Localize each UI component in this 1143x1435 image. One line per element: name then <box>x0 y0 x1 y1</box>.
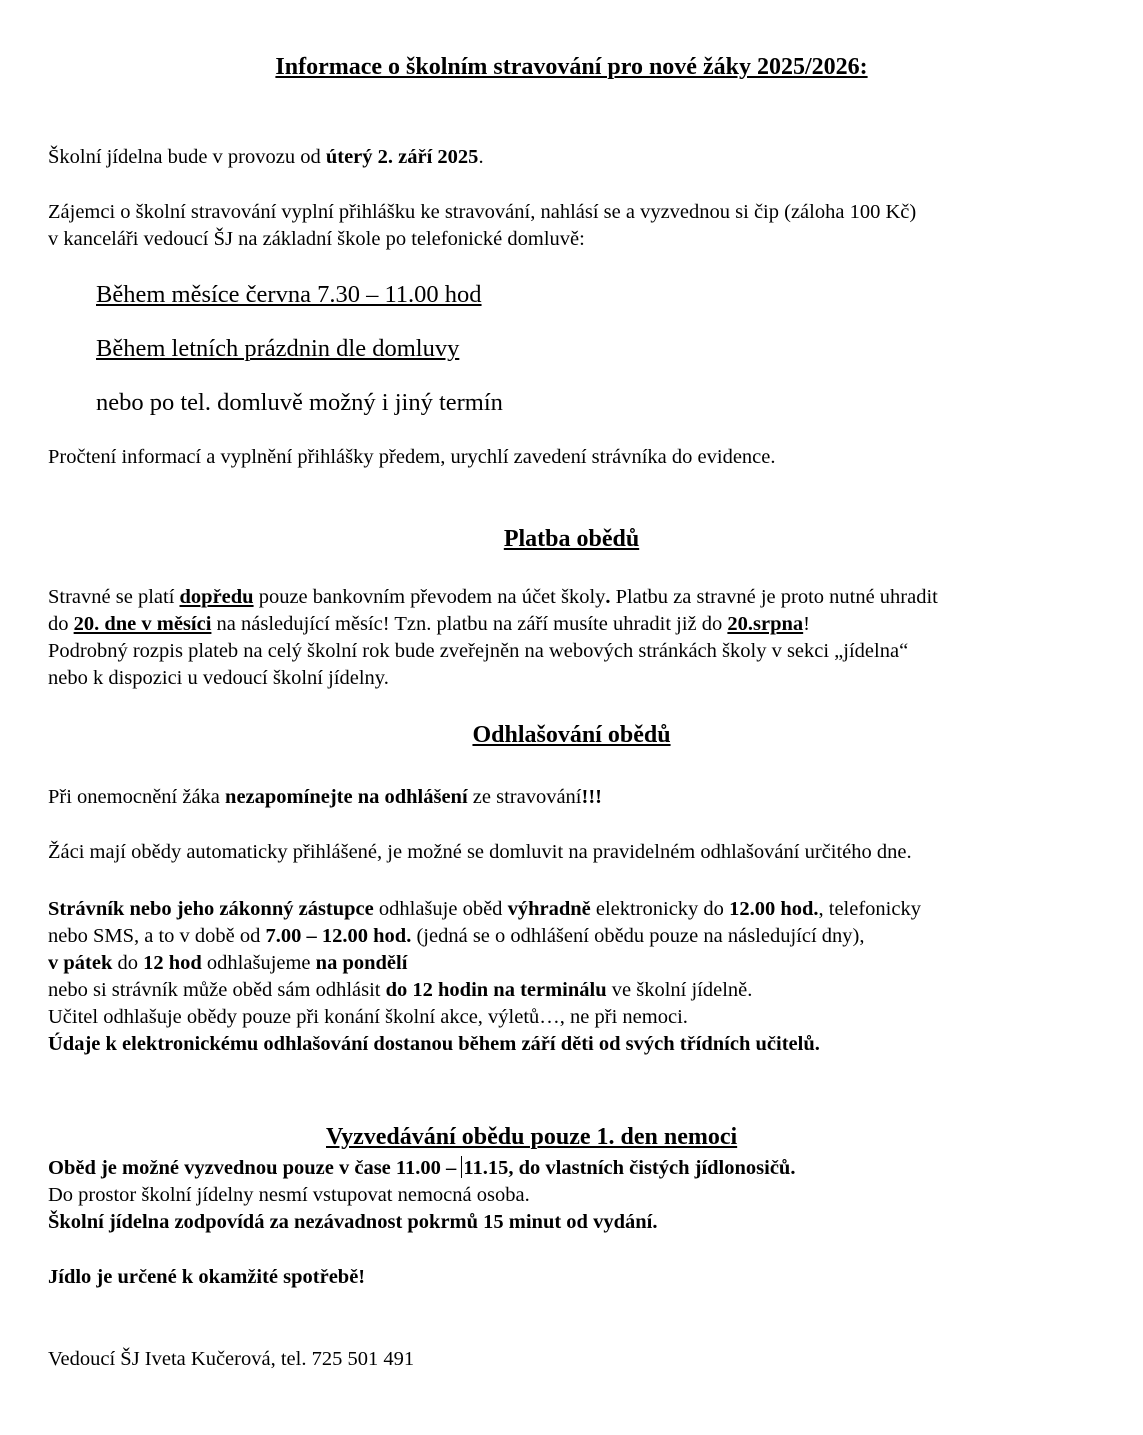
pickup-line-4: Jídlo je určené k okamžité spotřebě! <box>48 1266 366 1288</box>
payment-line-3: Podrobný rozpis plateb na celý školní rok bude zveřejněn na webových stránkách školy v sekci „jídelna“ <box>48 640 909 662</box>
illness-warning: Při onemocnění žáka nezapomínejte na odhlášení ze stravování!!! <box>48 786 602 808</box>
cancel-rule-2: nebo SMS, a to v době od 7.00 – 12.00 hod. (jedná se o odhlášení obědu pouze na následující dny), <box>48 925 865 947</box>
signup-line-1: Zájemci o školní stravování vyplní přihlášku ke stravování, nahlásí se a vyzvednou si čip (záloha 100 Kč) <box>48 201 917 223</box>
payment-line-4: nebo k dispozici u vedoucí školní jídelny. <box>48 667 389 689</box>
schedule-summer: Během letních prázdnin dle domluvy <box>96 335 460 362</box>
payment-line-2: do 20. dne v měsíci na následující měsíc! Tzn. platbu na září musíte uhradit již do 20.srpna! <box>48 613 810 635</box>
schedule-other: nebo po tel. domluvě možný i jiný termín <box>96 389 503 416</box>
auto-signup-note: Žáci mají obědy automaticky přihlášené, je možné se domluvit na pravidelném odhlašování určitého dne. <box>48 841 912 863</box>
prefill-note: Pročtení informací a vyplnění přihlášky předem, urychlí zavedení strávníka do evidence. <box>48 446 776 468</box>
payment-line-1: Stravné se platí dopředu pouze bankovním převodem na účet školy. Platbu za stravné je proto nutné uhradit <box>48 586 938 608</box>
payment-heading: Platba obědů <box>503 526 640 552</box>
cancel-rule-5: Učitel odhlašuje obědy pouze při konání školní akce, výletů…, ne při nemoci. <box>48 1006 688 1028</box>
cancel-heading: Odhlašování obědů <box>472 722 671 748</box>
signup-line-2: v kanceláři vedoucí ŠJ na základní škole po telefonické domluvě: <box>48 228 585 250</box>
pickup-line-1: Oběd je možné vyzvednou pouze v čase 11.00 – 11.15, do vlastních čistých jídlonosičů. <box>48 1157 796 1179</box>
pickup-line-3: Školní jídelna zodpovídá za nezávadnost pokrmů 15 minut od vydání. <box>48 1211 658 1233</box>
cancel-rule-4: nebo si strávník může oběd sám odhlásit do 12 hodin na terminálu ve školní jídelně. <box>48 979 753 1001</box>
opening-date-line: Školní jídelna bude v provozu od úterý 2. září 2025. <box>48 146 484 168</box>
pickup-heading: Vyzvedávání obědu pouze 1. den nemoci <box>326 1124 738 1150</box>
cancel-rule-6: Údaje k elektronickému odhlašování dostanou během září děti od svých třídních učitelů. <box>48 1033 820 1055</box>
pickup-line-2: Do prostor školní jídelny nesmí vstupovat nemocná osoba. <box>48 1184 530 1206</box>
schedule-june: Během měsíce června 7.30 – 11.00 hod <box>96 281 482 308</box>
cancel-rule-1: Strávník nebo jeho zákonný zástupce odhlašuje oběd výhradně elektronicky do 12.00 hod., telefonicky <box>48 898 921 920</box>
footer-contact: Vedoucí ŠJ Iveta Kučerová, tel. 725 501 491 <box>48 1348 415 1370</box>
cancel-rule-3: v pátek do 12 hod odhlašujeme na pondělí <box>48 952 408 974</box>
page-title: Informace o školním stravování pro nové žáky 2025/2026: <box>275 54 868 80</box>
